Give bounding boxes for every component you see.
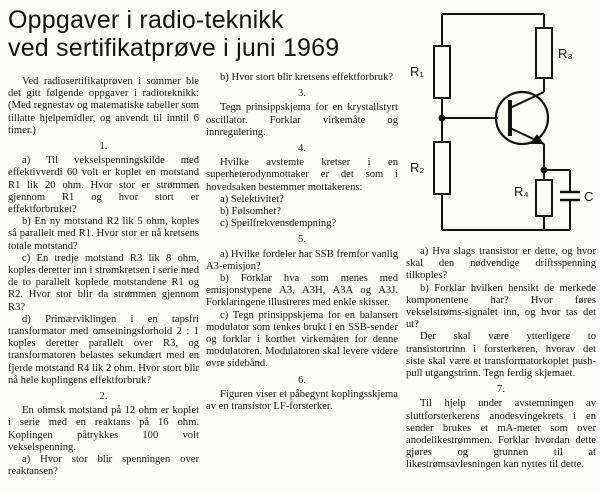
text-column-3: [406, 246, 596, 472]
question-2-number: 2.: [99, 391, 108, 403]
question-6a: a) Hva slags transistor er dette, og hvor skal den nødvendige driftsspenning tilkoples?: [406, 246, 596, 282]
intro-paragraph: Ved radiosertifikatprøven i sommer ble det gitt følgende oppgaver i radioteknikk: (Med regnestav og matematiske tabeller som tillatte hjelpemidler, og anvendt til inntil 6 timer.): [8, 76, 199, 136]
resistor-r4: [536, 180, 552, 216]
label-r1: R₁: [410, 64, 424, 79]
question-1b: b) En ny motstand R2 lik 5 ohm, koples så parallelt med R1. Hvor stor er nå kretsens totale motstand?: [8, 216, 199, 252]
transistor-amplifier-schematic: [404, 4, 598, 240]
resistor-r2: [434, 142, 450, 194]
question-4-text: Hvilke avstemte kretser i en superheterodynmottaker er det som i hovedsaken bestemmer mottakerens:: [206, 157, 398, 193]
question-1-number: 1.: [99, 141, 108, 153]
question-6-number: 6.: [298, 374, 306, 386]
question-5c: c) Tegn prinsippskjema for en balansert modulator som tenkes brukt i en SSB-sender og forklar i korthet virkemåten for denne modulatoren. Modulatoren skal levere videre øvre sidebånd.: [206, 309, 398, 370]
question-5-number: 5.: [298, 234, 306, 246]
label-r4: R₄: [514, 184, 529, 199]
question-1a: a) Til vekselspenningskilde med effektivverdi 60 volt er koplet en motstand R1 lik 20 ohm. Hvor stor er strømmen gjennom R1 og hvor stort er effektforbruket?: [8, 155, 199, 216]
question-6-extra: Der skal være ytterligere to transistortrinn i forsterkeren, hvorav det siste skal være et transformatorkoplet push-pull utgangstrinn. Tegn ferdig skjemaet.: [406, 331, 596, 380]
transistor-body: [496, 92, 548, 144]
question-4-number: 4.: [298, 143, 306, 155]
resistor-r1: [434, 46, 450, 98]
base-junction-dot: [440, 116, 445, 121]
resistor-r3: [536, 28, 552, 78]
text-column-1: [8, 76, 199, 479]
label-r3: R₃: [558, 46, 573, 61]
transistor-collector: [510, 92, 544, 108]
title-line-2: ved sertifikatprøve i juni 1969: [8, 34, 340, 62]
question-7-text: Til hjelp under avstemningen av sluttforsterkerens anodesvingekrets i en sender brukes et mA-meter som over anodelikestrømmen. Forklar hvordan dette gjøres og grunnen til at likestrømsavlesningen kan nyttes til dette.: [406, 398, 596, 471]
question-3-text: Tegn prinsippskjema for en krystallstyrt oscillator. Forklar virkemåte og innregulering.: [206, 102, 398, 138]
question-4a: a) Selektivitet?: [220, 193, 284, 205]
title-line-1: Oppgaver i radio-teknikk: [8, 6, 284, 34]
question-2a: a) Hvor stor blir spenningen over reaktansen?: [8, 454, 199, 478]
question-4c: c) Speilfrekvensdempning?: [220, 218, 337, 230]
article-title: [8, 6, 408, 62]
question-2-text: En ohmsk motstand på 12 ohm er koplet i serie med en reaktans på 16 ohm. Koplingen påtrykkes 100 volt vekselspenning.: [8, 405, 199, 453]
question-5a: a) Hvilke fordeler har SSB fremfor vanlig A3-emisjon?: [206, 248, 398, 272]
question-7-number: 7.: [497, 384, 505, 396]
question-5b: b) Forklar hva som menes med emisjonstypene A3, A3H, A3A og A3J. Forklaringene illustreres med enkle skisser.: [206, 273, 398, 309]
question-1c: c) En tredje motstand R3 lik 8 ohm, koples deretter inn i strømkretsen i serie med de to parallelt koplede motstandene R1 og R2. Hvor stor blir da strømmen gjennom R3?: [8, 252, 199, 313]
question-3-number: 3.: [298, 88, 306, 100]
label-c: C: [584, 189, 594, 204]
question-6b: b) Forklar hvilken hensikt de merkede komponentene har? Hvor føres vekselstrøms-signalet inn, og hvor tas det ut?: [406, 282, 596, 331]
label-r2: R₂: [410, 160, 425, 175]
text-column-2: [206, 72, 398, 413]
question-1d: d) Primærviklingen i en tapsfri transformator med omsetningsforhold 2 : 1 koples deretter parallelt over R3, og transformatoren belastes sekundært med en fjerde motstand R4 lik 2 ohm. Hvor stort blir nå hele koplingens effektforbruk?: [8, 313, 199, 386]
question-2b: b) Hvor stort blir kretsens effektforbruk?: [220, 72, 394, 83]
question-4b: b) Følsomhet?: [220, 206, 281, 218]
question-6-text: Figuren viser et påbegynt koplingsskjema av en transistor LF-forsterker.: [206, 388, 398, 413]
